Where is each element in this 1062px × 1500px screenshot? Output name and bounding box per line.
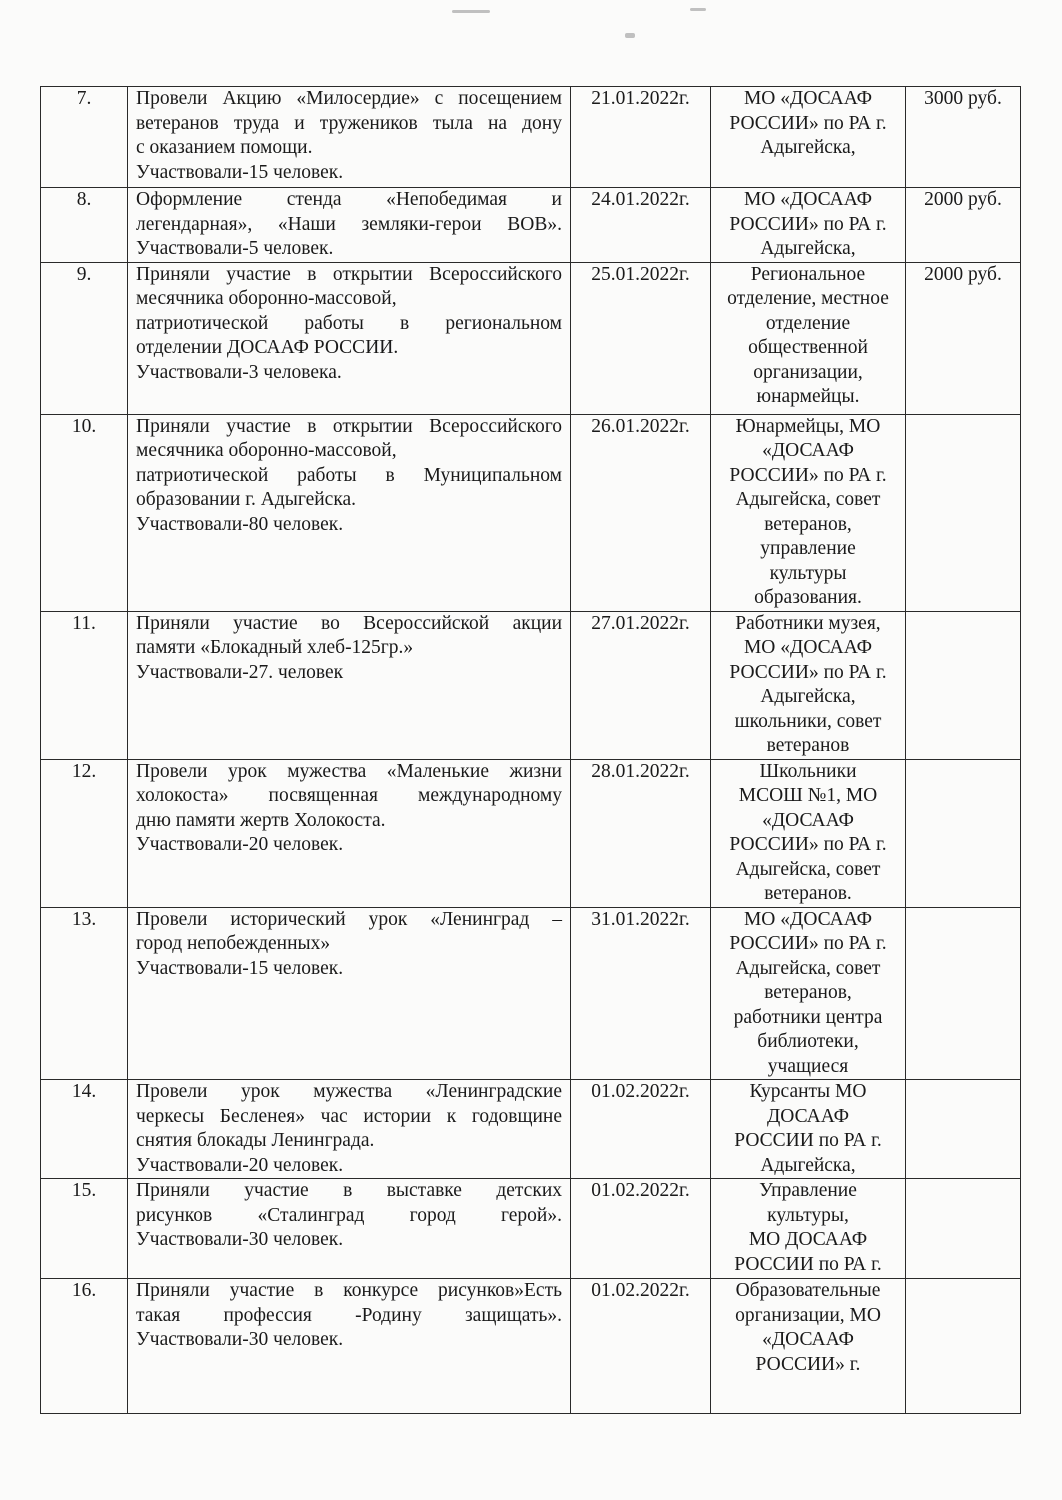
event-date: 27.01.2022г.: [571, 611, 711, 759]
event-organizers: [711, 87, 906, 188]
description-line: Провели урок мужества «Маленькие жизни: [136, 760, 562, 782]
organizer-line: организации, МО: [735, 1304, 881, 1326]
organizer-line: РОССИИ» по РА г.: [729, 661, 887, 683]
table-row: [41, 414, 1021, 611]
description-line: город непобежденных»: [136, 933, 331, 954]
table-row: [41, 188, 1021, 263]
organizer-line: Адыгейска,: [760, 238, 856, 259]
event-description: [128, 87, 571, 188]
organizer-line: Адыгейска,: [760, 686, 856, 707]
event-date: 01.02.2022г.: [571, 1179, 711, 1279]
organizer-line: Адыгейска,: [760, 1154, 856, 1176]
event-organizers: [711, 611, 906, 759]
description-line: месячника оборонно-массовой,: [136, 440, 397, 461]
event-cost: [906, 414, 1021, 611]
description-line: памяти «Блокадный хлеб-125гр.»: [136, 637, 414, 658]
organizer-line: ДОСААФ: [767, 1105, 849, 1127]
organizer-line: МО «ДОСААФ: [743, 908, 873, 930]
organizer-line: работники центра: [733, 1006, 883, 1028]
row-number: 8.: [41, 188, 128, 263]
organizer-line: Образовательные: [735, 1280, 881, 1301]
organizer-line: Юнармейцы, МО: [735, 415, 881, 437]
description-line: месячника оборонно-массовой,: [136, 288, 397, 309]
description-line: образовании г. Адыгейска.: [136, 489, 357, 510]
event-cost: [906, 611, 1021, 759]
organizer-line: Управление: [759, 1180, 857, 1201]
organizer-line: Региональное: [750, 263, 866, 285]
organizer-line: Адыгейска,: [760, 137, 856, 158]
description-line: Оформление стенда «Непобедимая и: [136, 189, 562, 210]
event-date: 24.01.2022г.: [571, 188, 711, 263]
event-description: [128, 262, 571, 414]
organizer-line: образования.: [754, 587, 862, 608]
description-line: ветеранов труда и тружеников тыла на дону: [136, 112, 562, 134]
description-line: патриотической работы в Муниципальном: [136, 464, 562, 486]
organizer-line: «ДОСААФ: [762, 440, 854, 461]
scan-mark: [690, 8, 706, 11]
description-line: Участвовали-3 человека.: [136, 361, 342, 383]
description-line: Провели Акцию «Милосердие» с посещением: [136, 88, 562, 109]
description-line: Участвовали-20 человек.: [136, 834, 344, 855]
row-number: 16.: [41, 1279, 128, 1414]
event-organizers: [711, 188, 906, 263]
organizer-line: отделение, местное: [727, 288, 889, 309]
event-description: [128, 1080, 571, 1179]
table-row: [41, 907, 1021, 1080]
event-description: [128, 188, 571, 263]
organizer-line: Курсанты МО: [749, 1081, 867, 1102]
event-cost: [906, 1179, 1021, 1279]
table-row: [41, 1179, 1021, 1279]
event-description: [128, 759, 571, 907]
description-line: Участвовали-15 человек.: [136, 161, 344, 183]
organizer-line: РОССИИ» по РА г.: [729, 112, 887, 134]
events-table-body: [41, 87, 1021, 1414]
organizer-line: МО «ДОСААФ: [743, 88, 873, 109]
row-number: 9.: [41, 262, 128, 414]
row-number: 11.: [41, 611, 128, 759]
description-line: Провели исторический урок «Ленинград –: [136, 908, 562, 930]
description-line: Провели урок мужества «Ленинградские: [136, 1081, 562, 1102]
table-row: [41, 87, 1021, 188]
organizer-line: управление: [760, 538, 856, 559]
event-description: [128, 1179, 571, 1279]
event-date: 25.01.2022г.: [571, 262, 711, 414]
organizer-line: ветеранов: [766, 735, 850, 756]
table-row: [41, 1279, 1021, 1414]
event-date: 21.01.2022г.: [571, 87, 711, 188]
organizer-line: ветеранов,: [764, 982, 852, 1003]
organizer-line: Адыгейска, совет: [735, 858, 881, 880]
event-description: [128, 611, 571, 759]
table-row: [41, 611, 1021, 759]
row-number: 10.: [41, 414, 128, 611]
organizer-line: библиотеки,: [757, 1031, 859, 1052]
event-cost: 2000 руб.: [906, 188, 1021, 263]
event-date: 01.02.2022г.: [571, 1279, 711, 1414]
description-line: дню памяти жертв Холокоста.: [136, 809, 386, 831]
description-line: легендарная», «Наши земляки-герои ВОВ».: [136, 213, 562, 235]
event-organizers: [711, 414, 906, 611]
description-line: такая профессия -Родину защищать».: [136, 1304, 562, 1326]
description-line: Приняли участие во Всероссийской акции: [136, 612, 562, 634]
event-organizers: [711, 907, 906, 1080]
organizer-line: юнармейцы.: [756, 386, 860, 407]
event-organizers: [711, 1279, 906, 1414]
organizer-line: организации,: [753, 361, 863, 383]
row-number: 15.: [41, 1179, 128, 1279]
organizer-line: культуры,: [767, 1204, 849, 1226]
description-line: черкесы Бесленея» час истории к годовщине: [136, 1105, 562, 1127]
organizer-line: Адыгейска, совет: [735, 957, 881, 979]
organizer-line: РОССИИ по РА г.: [734, 1130, 882, 1151]
organizer-line: школьники, совет: [734, 710, 882, 732]
table-row: [41, 759, 1021, 907]
organizer-line: РОССИИ» по РА г.: [729, 213, 887, 235]
organizer-line: культуры: [769, 562, 847, 584]
organizer-line: РОССИИ» г.: [755, 1353, 861, 1375]
organizer-line: МСОШ №1, МО: [738, 785, 878, 806]
table-row: [41, 262, 1021, 414]
event-date: 26.01.2022г.: [571, 414, 711, 611]
organizer-line: ветеранов.: [764, 883, 852, 904]
scan-mark: [452, 10, 490, 13]
description-line: Участвовали-80 человек.: [136, 513, 344, 535]
description-line: Приняли участие в конкурсе рисунков»Есть: [136, 1280, 562, 1301]
event-organizers: [711, 1080, 906, 1179]
organizer-line: РОССИИ по РА г.: [734, 1253, 882, 1275]
organizer-line: Работники музея,: [735, 612, 881, 634]
event-cost: 3000 руб.: [906, 87, 1021, 188]
event-organizers: [711, 1179, 906, 1279]
description-line: патриотической работы в региональном: [136, 312, 562, 334]
event-cost: 2000 руб.: [906, 262, 1021, 414]
description-line: Приняли участие в открытии Всероссийского: [136, 263, 562, 285]
organizer-line: отделение: [765, 312, 851, 334]
organizer-line: «ДОСААФ: [762, 809, 854, 831]
organizer-line: РОССИИ» по РА г.: [729, 933, 887, 954]
description-line: Участвовали-30 человек.: [136, 1229, 344, 1250]
event-cost: [906, 759, 1021, 907]
events-table: [40, 86, 1021, 1414]
event-description: [128, 1279, 571, 1414]
table-row: [41, 1080, 1021, 1179]
event-organizers: [711, 759, 906, 907]
row-number: 7.: [41, 87, 128, 188]
event-cost: [906, 1080, 1021, 1179]
description-line: Участвовали-27. человек: [136, 661, 344, 683]
row-number: 13.: [41, 907, 128, 1080]
organizer-line: РОССИИ» по РА г.: [729, 834, 887, 855]
description-line: Участвовали-15 человек.: [136, 957, 344, 979]
scan-mark: [625, 33, 635, 38]
event-description: [128, 414, 571, 611]
description-line: Участвовали-5 человек.: [136, 238, 334, 259]
event-date: 01.02.2022г.: [571, 1080, 711, 1179]
row-number: 12.: [41, 759, 128, 907]
organizer-line: Школьники: [759, 760, 857, 782]
organizer-line: РОССИИ» по РА г.: [729, 464, 887, 486]
description-line: рисунков «Сталинград город герой».: [136, 1204, 562, 1226]
event-date: 31.01.2022г.: [571, 907, 711, 1080]
event-cost: [906, 907, 1021, 1080]
row-number: 14.: [41, 1080, 128, 1179]
organizer-line: общественной: [748, 337, 868, 358]
description-line: Участвовали-30 человек.: [136, 1329, 344, 1350]
description-line: с оказанием помощи.: [136, 137, 313, 158]
description-line: Участвовали-20 человек.: [136, 1154, 344, 1176]
organizer-line: Адыгейска, совет: [735, 489, 881, 510]
organizer-line: МО ДОСААФ: [748, 1229, 868, 1250]
event-cost: [906, 1279, 1021, 1414]
description-line: Приняли участие в выставке детских: [136, 1180, 562, 1201]
organizer-line: МО «ДОСААФ: [743, 637, 873, 658]
organizer-line: ветеранов,: [764, 513, 852, 535]
event-date: 28.01.2022г.: [571, 759, 711, 907]
organizer-line: учащиеся: [767, 1055, 849, 1077]
organizer-line: МО «ДОСААФ: [743, 189, 873, 210]
description-line: снятия блокады Ленинграда.: [136, 1130, 375, 1151]
description-line: отделении ДОСААФ РОССИИ.: [136, 337, 399, 358]
description-line: Приняли участие в открытии Всероссийского: [136, 415, 562, 437]
description-line: холокоста» посвященная международному: [136, 785, 562, 806]
organizer-line: «ДОСААФ: [762, 1329, 854, 1350]
event-description: [128, 907, 571, 1080]
event-organizers: [711, 262, 906, 414]
